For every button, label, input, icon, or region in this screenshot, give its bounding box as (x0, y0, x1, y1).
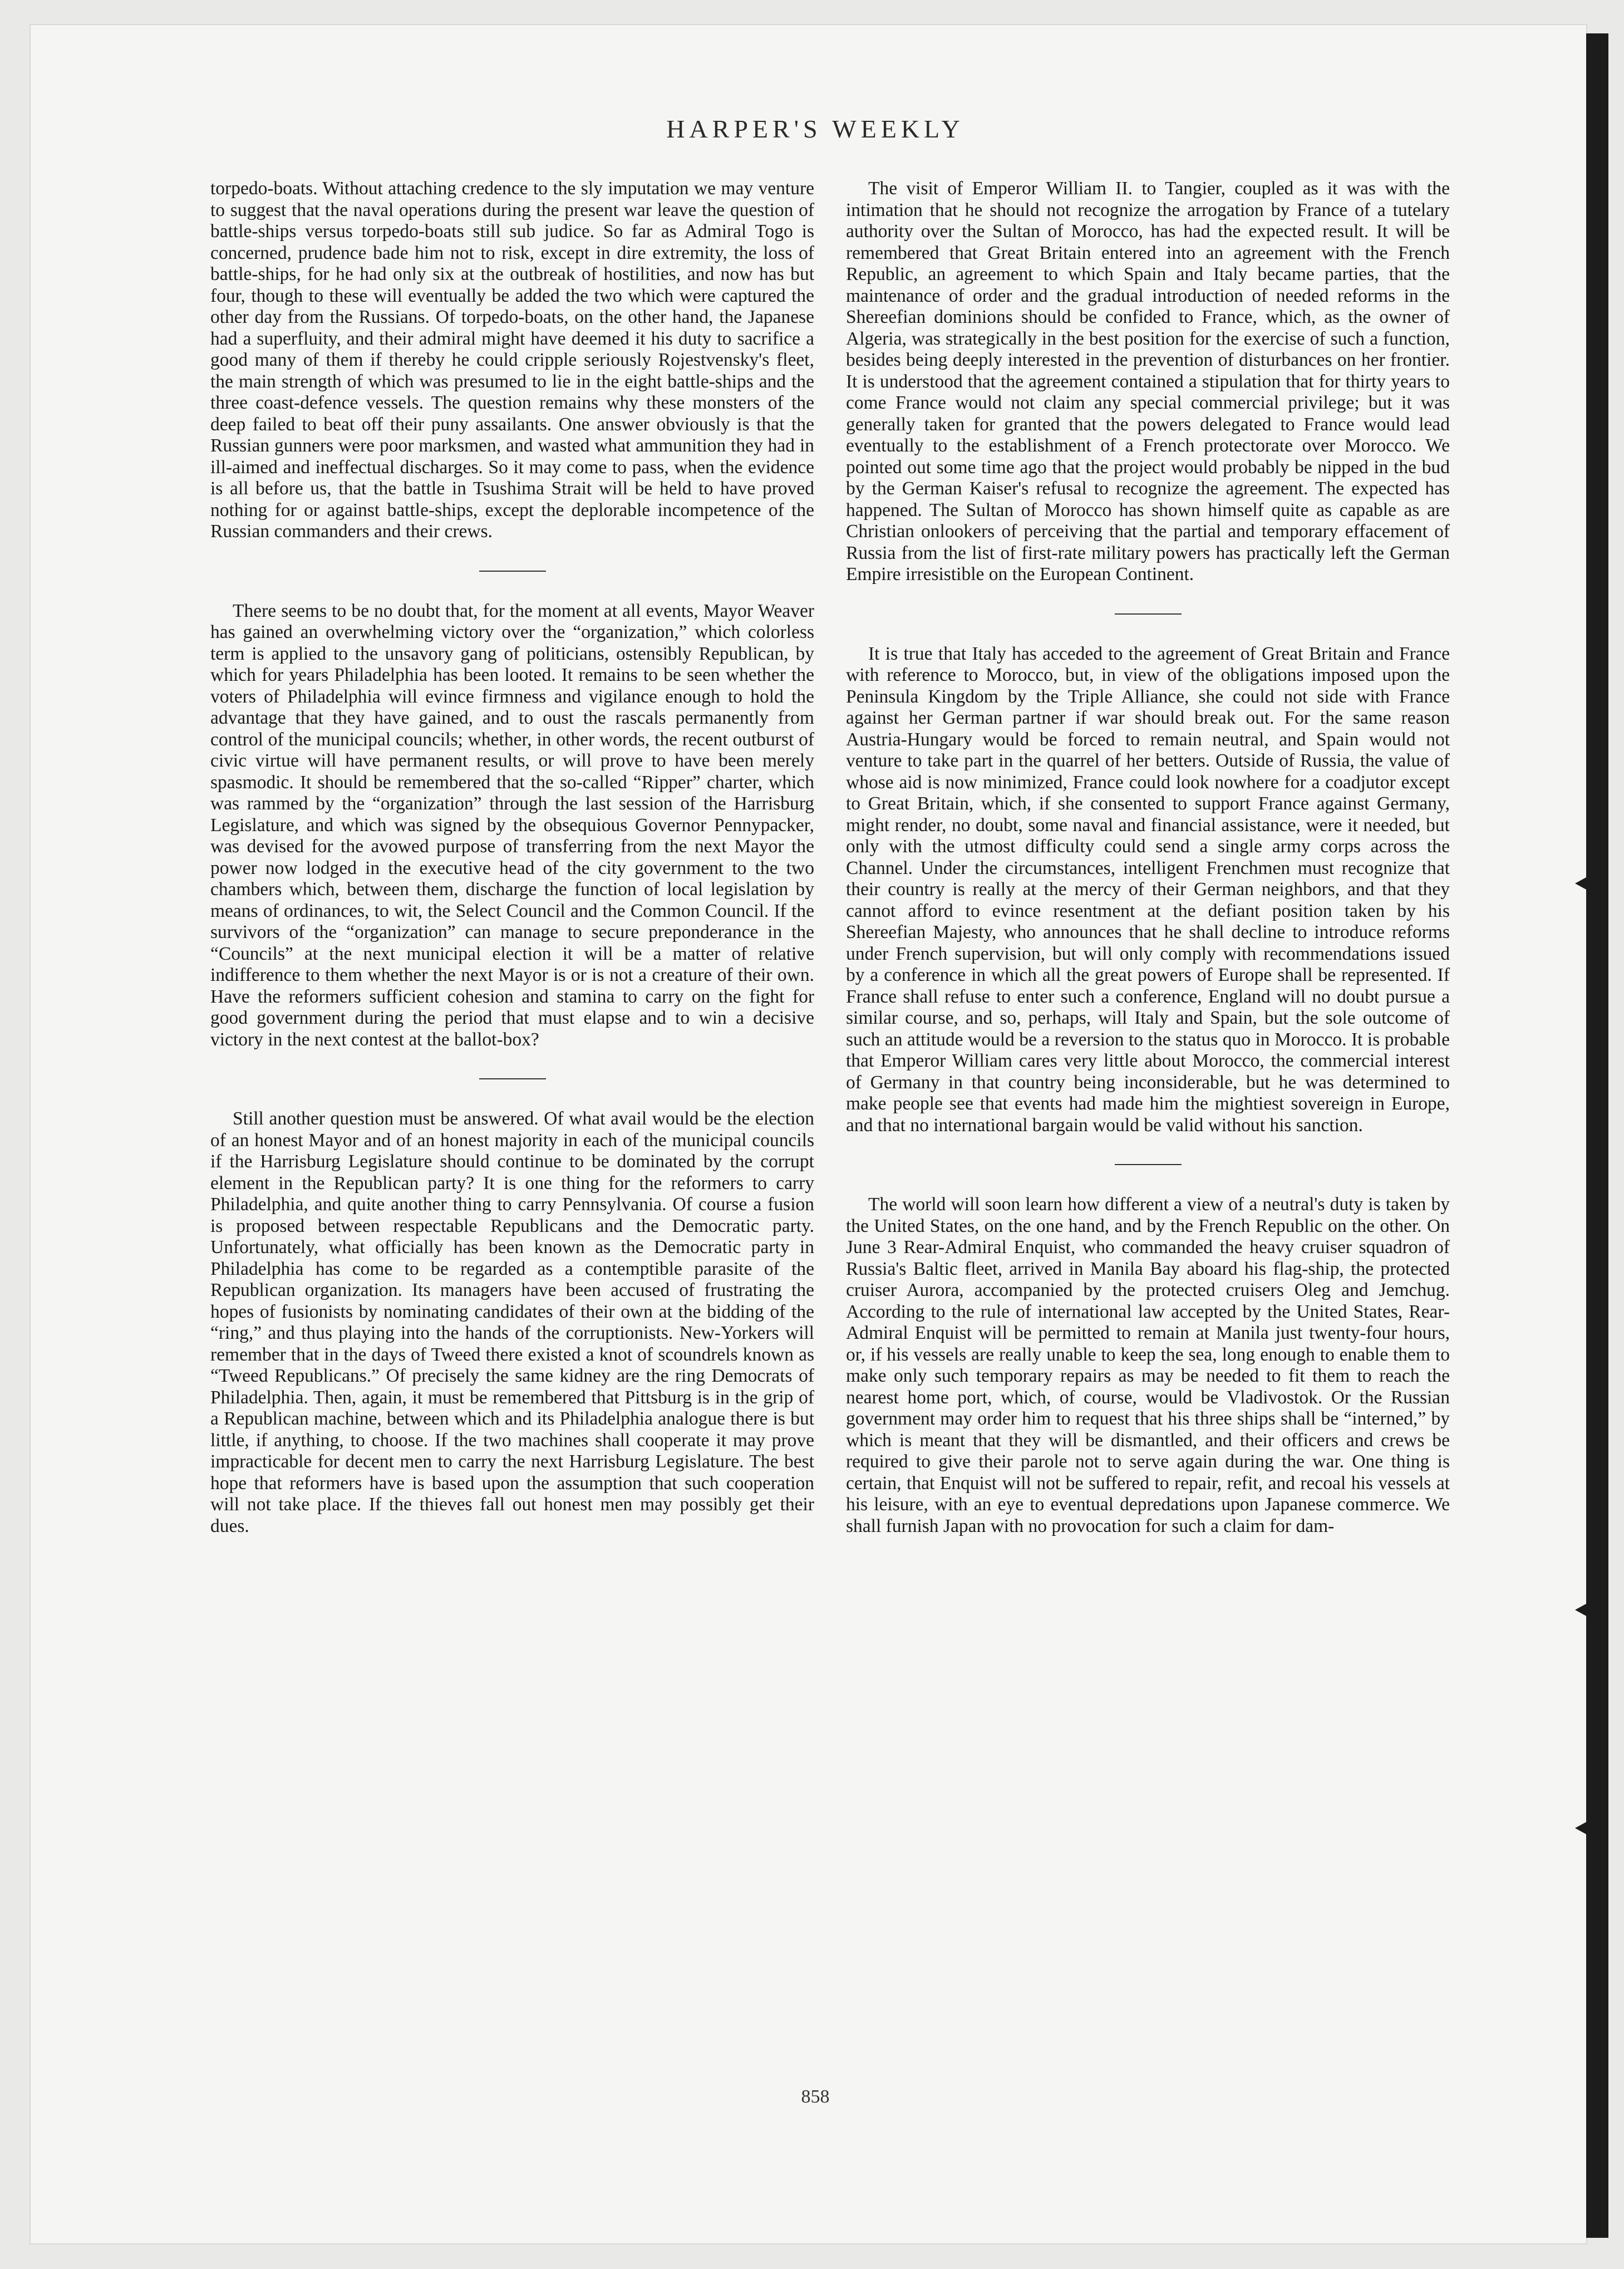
masthead: HARPER'S WEEKLY (666, 115, 964, 143)
right-column (846, 178, 1450, 1537)
binding-notch (1575, 1821, 1587, 1835)
article-paragraph: Still another question must be answered. Of what avail would be the election of an honest Mayor and of an honest majority in each of the municipal councils if the Harrisburg Legislature should continue to be dominated by the corrupt element in the Republican party? It is one thing for the reformers to carry Philadelphia, and quite another thing to carry Pennsylvania. Of course a fusion is proposed between respectable Republicans and the Democratic party. Unfortunately, what officially has been known as the Democratic party in Philadelphia has come to be regarded as a contemptible parasite of the Republican organization. Its managers have been accused of frustrating the hopes of fusionists by nominating candidates of their own at the bidding of the “ring,” and thus playing into the hands of the corruptionists. New-Yorkers will remember that in the days of Tweed there existed a knot of scoundrels known as “Tweed Republicans.” Of precisely the same kidney are the ring Democrats of Philadelphia. Then, again, it must be remembered that Pittsburg is in the grip of a Republican machine, between which and its Philadelphia analogue there is but little, if anything, to choose. If the two machines shall cooperate it may prove impracticable for decent men to carry the next Harrisburg Legislature. The best hope that reformers have is based upon the assumption that such cooperation will not take place. If the thieves fall out honest men may possibly get their dues. (210, 1108, 814, 1536)
section-divider (479, 1078, 546, 1079)
article-paragraph: There seems to be no doubt that, for the moment at all events, Mayor Weaver has gained an overwhelming victory over the “organization,” which colorless term is applied to the unsavory gang of politicians, ostensibly Republican, by which for years Philadelphia has been looted. It remains to be seen whether the voters of Philadelphia will evince firmness and vigilance enough to hold the advantage that they have gained, and to oust the rascals permanently from control of the municipal councils; whether, in other words, the recent outburst of civic virtue will have permanent results, or will prove to have been merely spasmodic. It should be remembered that the so-called “Ripper” charter, which was rammed by the “organization” through the last session of the Harrisburg Legislature, and which was signed by the obsequious Governor Pennypacker, was devised for the avowed purpose of transferring from the next Mayor the power now lodged in the executive head of the city government to the two chambers which, between them, discharge the function of local legislation by means of ordinances, to wit, the Select Council and the Common Council. If the survivors of the “organization” can manage to secure preponderance in the “Councils” at the next municipal election it will be a matter of relative indifference to them whether the next Mayor is or is not a creature of their own. Have the reformers sufficient cohesion and stamina to carry on the fight for good government during the period that must elapse and to win a decisive victory in the next contest at the ballot-box? (210, 600, 814, 1050)
binding-notch (1575, 877, 1587, 890)
left-column (210, 178, 814, 1537)
article-paragraph: The world will soon learn how different a view of a neutral's duty is taken by the United States, on the one hand, and by the French Republic on the other. On June 3 Rear-Admiral Enquist, who commanded the heavy cruiser squadron of Russia's Baltic fleet, arrived in Manila Bay aboard his flag-ship, the protected cruiser Aurora, accompanied by the protected cruisers Oleg and Jemchug. According to the rule of international law accepted by the United States, Rear-Admiral Enquist will be permitted to remain at Manila just twenty-four hours, or, if his vessels are really unable to keep the sea, long enough to enable them to make only such temporary repairs as may be needed to fit them to reach the nearest home port, which, of course, would be Vladivostok. Or the Russian government may order him to request that his three ships shall be “interned,” by which is meant that they will be dismantled, and their officers and crews be required to give their parole not to serve again during the war. One thing is certain, that Enquist will not be suffered to repair, refit, and recoal his vessels at his leisure, with an eye to eventual depredations upon Japanese commerce. We shall furnish Japan with no provocation for such a claim for dam- (846, 1194, 1450, 1536)
page-number: 858 (801, 2086, 830, 2107)
scan-page-edge (1586, 33, 1608, 2238)
section-divider (1115, 613, 1182, 615)
article-paragraph: The visit of Emperor William II. to Tangier, coupled as it was with the intimation that he should not recognize the arrogation by France of a tutelary authority over the Sultan of Morocco, has had the expected result. It will be remembered that Great Britain entered into an agreement with the French Republic, an agreement to which Spain and Italy became parties, that the maintenance of order and the gradual introduction of needed reforms in the Shereefian dominions should be confided to France, which, as the owner of Algeria, was strategically in the best position for the exercise of such a function, besides being deeply interested in the prevention of disturbances on her frontier. It is understood that the agreement contained a stipulation that for thirty years to come France would not claim any special commercial privilege; but it was generally taken for granted that the powers delegated to France would lead eventually to the establishment of a French protectorate over Morocco. We pointed out some time ago that the project would probably be nipped in the bud by the German Kaiser's refusal to recognize the agreement. The expected has happened. The Sultan of Morocco has shown himself quite as capable as are Christian onlookers of perceiving that the partial and temporary effacement of Russia from the list of first-rate military powers has practically left the German Empire irresistible on the European Continent. (846, 178, 1450, 585)
article-paragraph: torpedo-boats. Without attaching credence to the sly imputation we may venture to suggest that the naval operations during the present war leave the question of battle-ships versus torpedo-boats still sub judice. So far as Admiral Togo is concerned, prudence bade him not to risk, except in dire extremity, the loss of battle-ships, for he had only six at the outbreak of hostilities, and now has but four, though to these will eventually be added the two which were captured the other day from the Russians. Of torpedo-boats, on the other hand, the Japanese had a superfluity, and their admiral might have deemed it his duty to sacrifice a good many of them if thereby he could cripple seriously Rojestvensky's fleet, the main strength of which was presumed to lie in the eight battle-ships and the three coast-defence vessels. The question remains why these monsters of the deep failed to beat off their puny assailants. One answer obviously is that the Russian gunners were poor marksmen, and wasted what ammunition they had in ill-aimed and ineffectual discharges. So it may come to pass, when the evidence is all before us, that the battle in Tsushima Strait will be held to have proved nothing for or against battle-ships, except the deplorable incompetence of the Russian commanders and their crews. (210, 178, 814, 542)
section-divider (1115, 1164, 1182, 1165)
article-paragraph: It is true that Italy has acceded to the agreement of Great Britain and France with reference to Morocco, but, in view of the obligations imposed upon the Peninsula Kingdom by the Triple Alliance, she could not side with France against her German partner if war should break out. For the same reason Austria-Hungary would be forced to remain neutral, and Spain would not venture to take part in the quarrel of her betters. Outside of Russia, the value of whose aid is now minimized, France could look nowhere for a coadjutor except to Great Britain, which, if she consented to support France against Germany, might render, no doubt, some naval and financial assistance, were it needed, but only with the utmost difficulty could send a single army corps across the Channel. Under the circumstances, intelligent Frenchmen must recognize that their country is really at the mercy of their German neighbors, and that they cannot afford to evince resentment at the defiant position taken by his Shereefian Majesty, who announces that he shall decline to introduce reforms under French supervision, but will only comply with recommendations issued by a conference in which all the great powers of Europe shall be represented. If France shall refuse to enter such a conference, England will no doubt pursue a similar course, and so, perhaps, will Italy and Spain, but the sole outcome of such an attitude would be a reversion to the status quo in Morocco. It is probable that Emperor William cares very little about Morocco, the commercial interest of Germany in that country being inconsiderable, but he was determined to make people see that events had made him the mightiest sovereign in Europe, and that no international bargain would be valid without his sanction. (846, 643, 1450, 1136)
binding-notch (1575, 1603, 1587, 1617)
section-divider (479, 571, 546, 572)
